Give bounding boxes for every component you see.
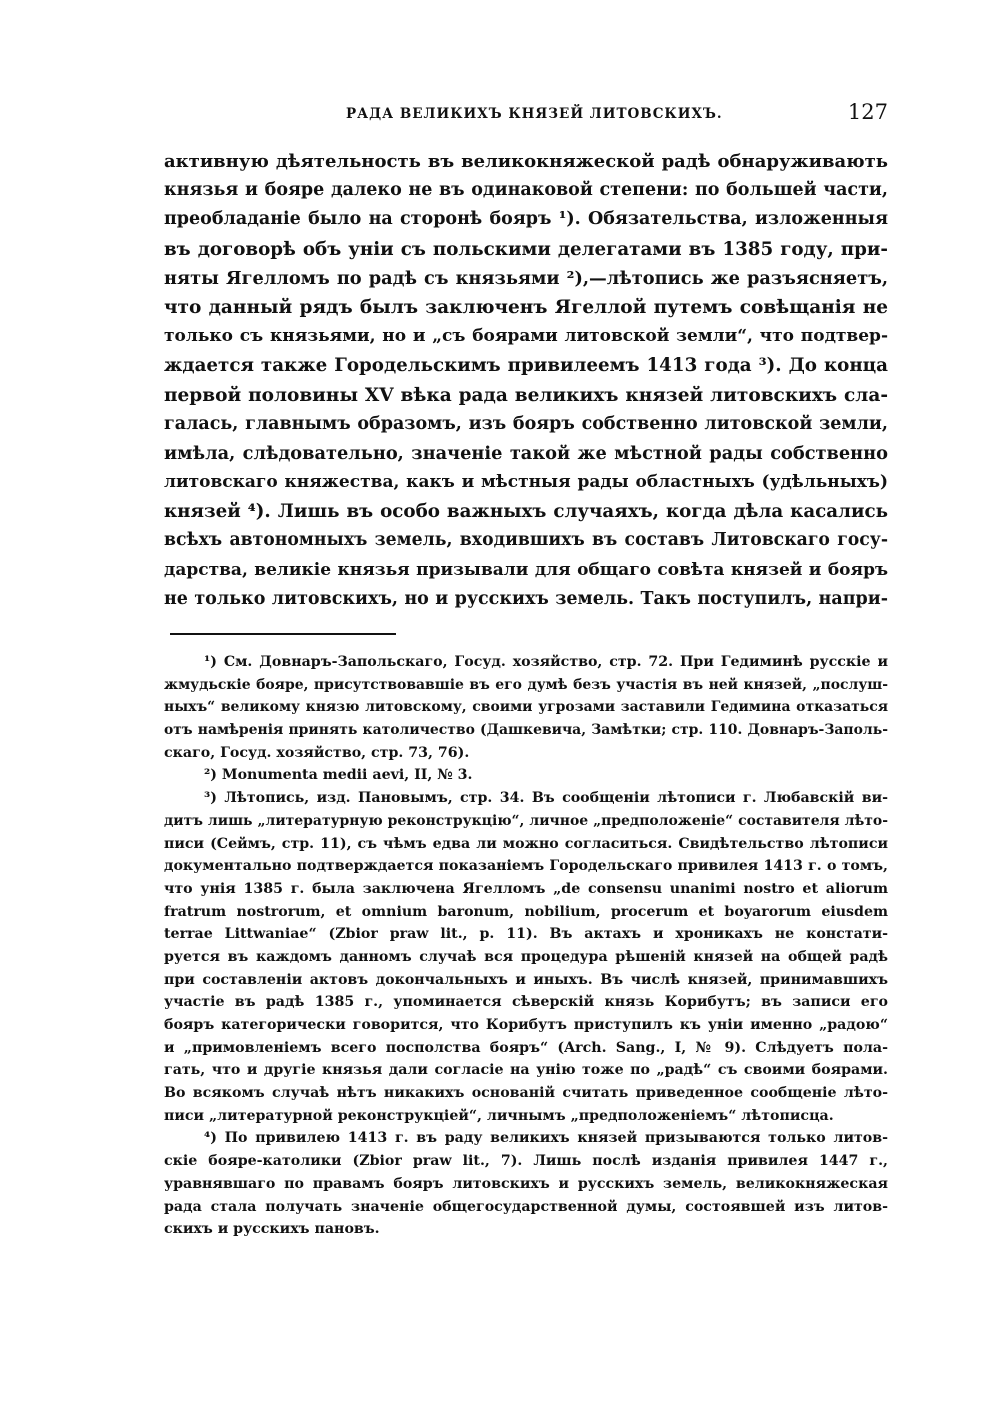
footnote-line: ⁴) По привилею 1413 г. въ раду великихъ князей призываются только литов- <box>204 1130 888 1147</box>
text-line: активную дѣятельность въ великокняжеской радѣ обнаруживають <box>164 151 888 172</box>
text-line: въ договорѣ объ уніи съ польскими делегатами въ 1385 году, при- <box>164 238 888 260</box>
footnote-line: ¹) См. Довнаръ-Запольскаго, Госуд. хозяйство, стр. 72. При Гедиминѣ русскіе и <box>204 654 888 670</box>
footnote-line: писи „литературной реконструкціей“, личнымъ „предположеніемъ“ лѣтописца. <box>164 1107 834 1124</box>
footnote-2 <box>164 764 888 787</box>
text-line: всѣхъ автономныхъ земель, входившихъ въ составъ Литовскаго госу- <box>164 530 888 551</box>
footnote-line: ²) Monumenta medii aevi, II, № 3. <box>204 767 473 784</box>
footnote-line: уравнявшаго по правамъ бояръ литовскихъ и русскихъ земель, великокняжеская <box>164 1175 888 1192</box>
footnote-line: писи (Сеймъ, стр. 11), съ чѣмъ едва ли можно согласиться. Свидѣтельство лѣтописи <box>164 835 888 852</box>
text-line: литовскаго княжества, какъ и мѣстныя рады областныхъ (удѣльныхъ) <box>164 472 888 493</box>
text-line: только съ князьями, но и „съ боярами литовской земли“, что подтвер- <box>164 326 888 347</box>
footnote-line: что унія 1385 г. была заключена Ягелломъ „de consensu unanimi nostro et aliorum <box>164 880 888 897</box>
footnote-line: жмудьскіе бояре, присутствовавшіе въ его думѣ безъ участія въ ней князей, „послуш- <box>164 676 888 693</box>
footnote-line: ныхъ“ великому князю литовскому, своими угрозами заставили Гедимина отказаться <box>164 699 888 716</box>
footnote-line: Во всякомъ случаѣ нѣтъ никакихъ основаній считать приведенное сообщеніе лѣто- <box>164 1085 888 1102</box>
text-line: что данный рядъ былъ заключенъ Ягеллой путемъ совѣщанія не <box>164 296 888 318</box>
footnote-line: скаго, Госуд. хозяйство, стр. 73, 76). <box>164 744 470 761</box>
footnote-line: рада стала получать значеніе общегосударственной думы, состоявшей изъ литов- <box>164 1198 888 1215</box>
text-line: дарства, великіе князья призывали для общаго совѣта князей и бояръ <box>164 559 888 580</box>
text-line: имѣла, слѣдовательно, значеніе такой же мѣстной рады собственно <box>164 442 888 464</box>
text-line: не только литовскихъ, но и русскихъ земель. Такъ поступилъ, напри- <box>164 588 888 609</box>
main-text <box>164 147 888 614</box>
footnote-line: гать, что и другіе князья дали согласіе на унію тоже по „радѣ“ съ своими боярами. <box>164 1062 888 1079</box>
footnote-line: руется въ каждомъ данномъ случаѣ вся процедура рѣшеній князей на общей радѣ <box>164 948 888 965</box>
footnote-line: отъ намѣренія принять католичество (Дашкевича, Замѣтки; стр. 110. Довнаръ-Заполь- <box>164 722 888 739</box>
footnote-line: скихъ и русскихъ пановъ. <box>164 1221 380 1238</box>
footnote-line: ³) Лѣтопись, изд. Пановымъ, стр. 34. Въ сообщеніи лѣтописи г. Любавскій ви- <box>204 790 888 807</box>
footnote-line: скіе бояре-католики (Zbior praw lit., 7). Лишь послѣ изданія привилея 1447 г., <box>164 1153 888 1170</box>
text-line: первой половины XV вѣка рада великихъ князей литовскихъ сла- <box>164 384 888 406</box>
page-header <box>164 100 888 130</box>
footnote-3 <box>164 787 888 1127</box>
footnote-4 <box>164 1127 888 1240</box>
text-line: князья и бояре далеко не въ одинаковой степени: по большей части, <box>164 180 888 201</box>
text-line: князей ⁴). Лишь въ особо важныхъ случаяхъ, когда дѣла касались <box>164 501 888 523</box>
text-line: галась, главнымъ образомъ, изъ бояръ собственно литовской земли, <box>164 413 888 434</box>
text-line: преобладаніе было на сторонѣ бояръ ¹). Обязательства, изложенныя <box>164 209 888 230</box>
footnote-line: участіе въ радѣ 1385 г., упоминается сѣверскій князь Корибутъ; въ записи его <box>164 994 888 1011</box>
footnote-1 <box>164 651 888 764</box>
footnote-line: и „примовленіемъ всего посполства бояръ“ (Arch. Sang., I, № 9). Слѣдуетъ пола- <box>164 1039 888 1056</box>
footnotes <box>164 651 888 1241</box>
text-line: няты Ягелломъ по радѣ съ князьями ²),—лѣтопись же разъясняетъ, <box>164 267 888 289</box>
footnote-line: бояръ категорически говорится, что Корибутъ приступилъ къ уніи именно „радою“ <box>164 1017 888 1033</box>
footnote-line: fratrum nostrorum, et omnium baronum, nobilium, procerum et boyarorum eiusdem <box>164 903 888 920</box>
running-title: РАДА ВЕЛИКИХЪ КНЯЗЕЙ ЛИТОВСКИХЪ. <box>346 106 723 122</box>
footnote-line: дитъ лишь „литературную реконструкцію“, личное „предположеніе“ составителя лѣто- <box>164 812 888 829</box>
text-line: ждается также Городельскимъ привилеемъ 1413 года ³). До конца <box>164 355 888 377</box>
footnote-separator <box>170 633 396 635</box>
page-number: 127 <box>847 100 888 124</box>
footnote-line: документально подтверждается показаніемъ Городельскаго привилея 1413 г. о томъ, <box>164 858 888 875</box>
footnote-line: при составленіи актовъ докончальныхъ и иныхъ. Въ числѣ князей, принимавшихъ <box>164 971 888 988</box>
footnote-line: terrae Littwaniae“ (Zbior praw lit., p. 11). Въ актахъ и хроникахъ не констати- <box>164 926 888 943</box>
